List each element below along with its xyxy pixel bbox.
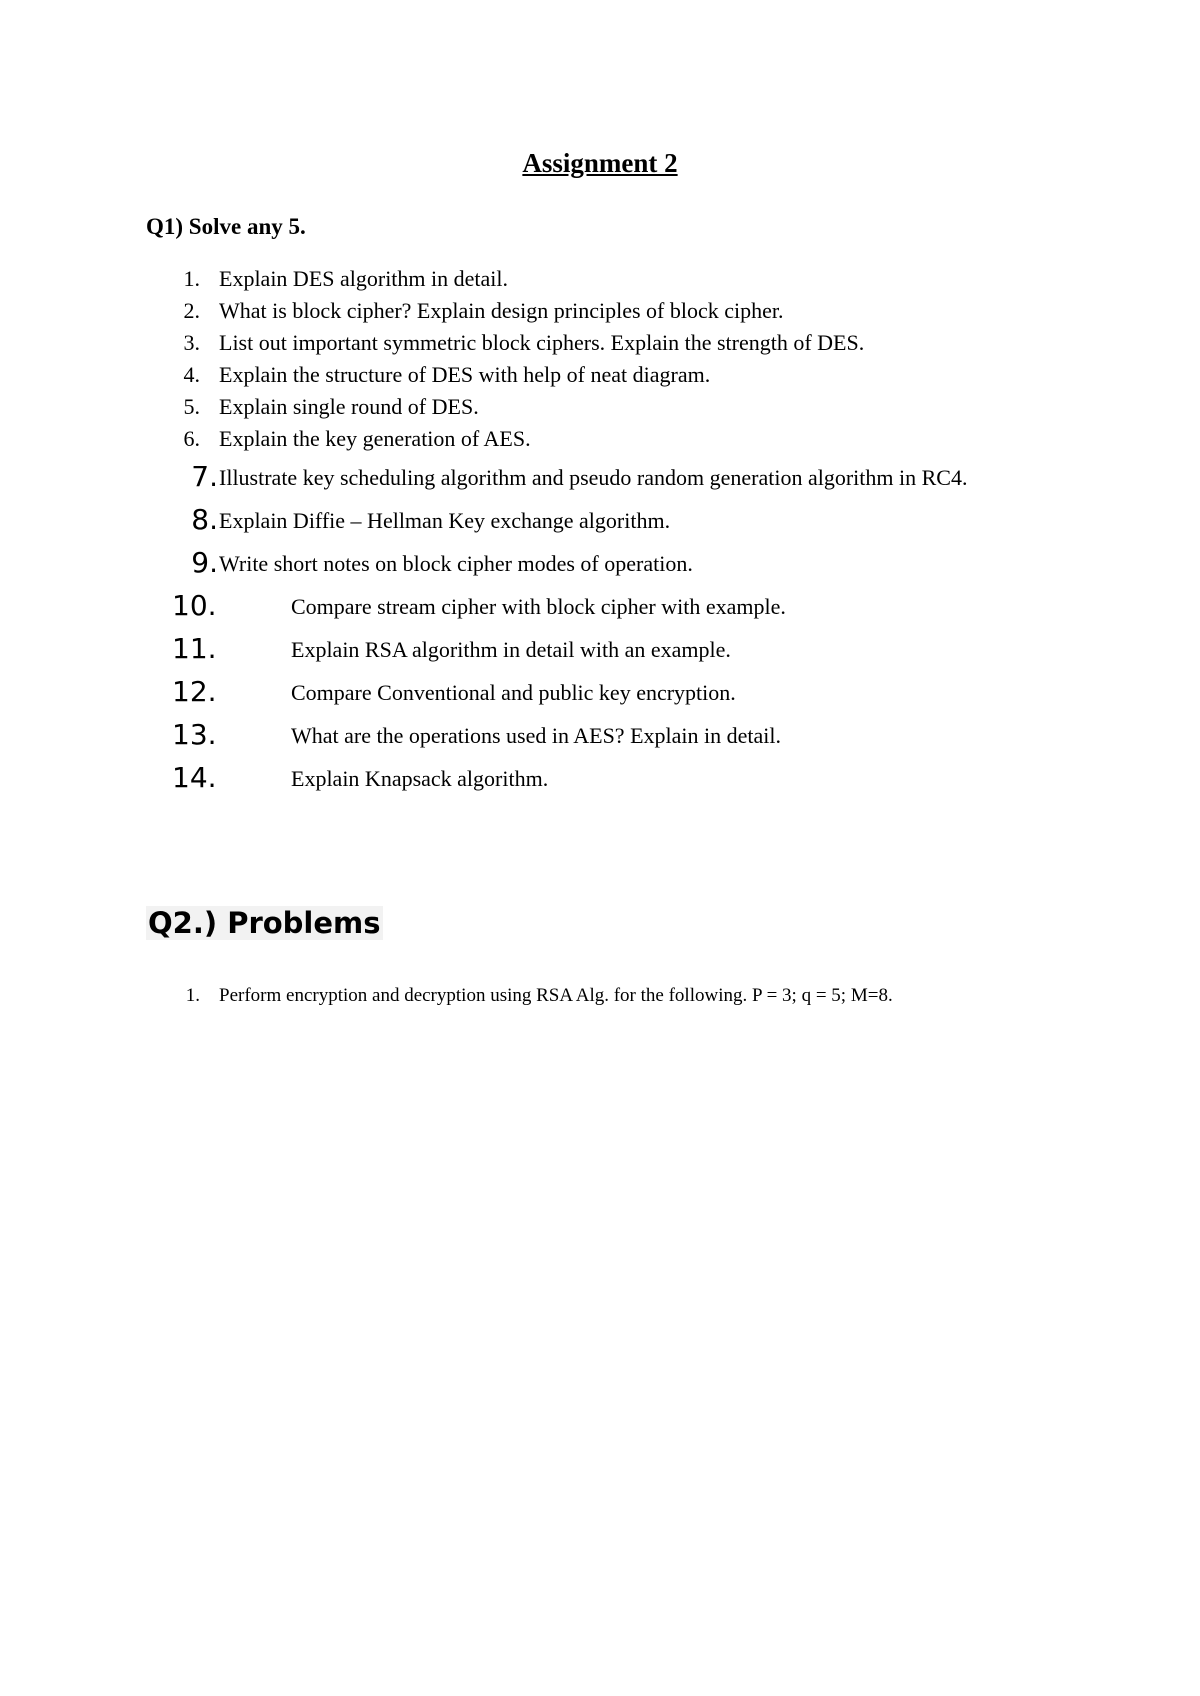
assignment-title: Assignment 2 <box>522 148 678 178</box>
list-item-number: 6. <box>183 426 200 451</box>
list-item <box>0 590 1200 624</box>
list-item-number: 7. <box>191 460 218 493</box>
list-item-number: 8. <box>191 503 218 536</box>
list-item-text: Write short notes on block cipher modes of operation. <box>219 551 693 576</box>
list-item-number: 9. <box>191 546 218 579</box>
list-item <box>0 504 1200 538</box>
list-item-number: 12. <box>172 675 217 708</box>
list-item <box>0 296 1200 330</box>
list-item-text: Explain the key generation of AES. <box>219 426 531 451</box>
list-item <box>0 264 1200 298</box>
list-item-number: 1. <box>183 266 200 291</box>
list-item <box>0 392 1200 426</box>
list-item <box>0 461 1200 495</box>
list-item-text: Explain Knapsack algorithm. <box>291 766 549 791</box>
list-item <box>0 547 1200 581</box>
list-item-number: 1. <box>185 985 200 1006</box>
list-item-text: Illustrate key scheduling algorithm and pseudo random generation algorithm in RC4. <box>219 465 968 490</box>
list-item <box>0 676 1200 710</box>
list-item <box>0 328 1200 362</box>
list-item-text: Compare stream cipher with block cipher with example. <box>291 594 786 619</box>
list-item <box>0 360 1200 394</box>
list-item-text: Perform encryption and decryption using RSA Alg. for the following. P = 3; q = 5; M=8. <box>219 985 893 1006</box>
list-item-number: 11. <box>172 632 217 665</box>
list-item <box>0 633 1200 667</box>
list-item-text: Explain RSA algorithm in detail with an example. <box>291 637 731 662</box>
list-item-text: Explain the structure of DES with help of neat diagram. <box>219 362 711 387</box>
list-item-text: What is block cipher? Explain design principles of block cipher. <box>219 298 784 323</box>
list-item-text: Compare Conventional and public key encryption. <box>291 680 736 705</box>
list-item <box>0 762 1200 796</box>
list-item-number: 14. <box>172 761 217 794</box>
list-item-number: 10. <box>172 589 217 622</box>
list-item-text: List out important symmetric block ciphers. Explain the strength of DES. <box>219 330 865 355</box>
list-item-number: 3. <box>183 330 200 355</box>
list-item-text: What are the operations used in AES? Explain in detail. <box>291 723 781 748</box>
q1-heading: Q1) Solve any 5. <box>146 214 306 239</box>
list-item <box>0 719 1200 753</box>
list-item-number: 4. <box>183 362 200 387</box>
list-item-text: Explain DES algorithm in detail. <box>219 266 509 291</box>
list-item <box>0 982 1200 1016</box>
list-item-number: 13. <box>172 718 217 751</box>
list-item <box>0 424 1200 458</box>
list-item-number: 5. <box>183 394 200 419</box>
list-item-text: Explain Diffie – Hellman Key exchange algorithm. <box>219 508 671 533</box>
q2-heading: Q2.) Problems <box>148 906 381 940</box>
list-item-number: 2. <box>183 298 200 323</box>
list-item-text: Explain single round of DES. <box>219 394 479 419</box>
